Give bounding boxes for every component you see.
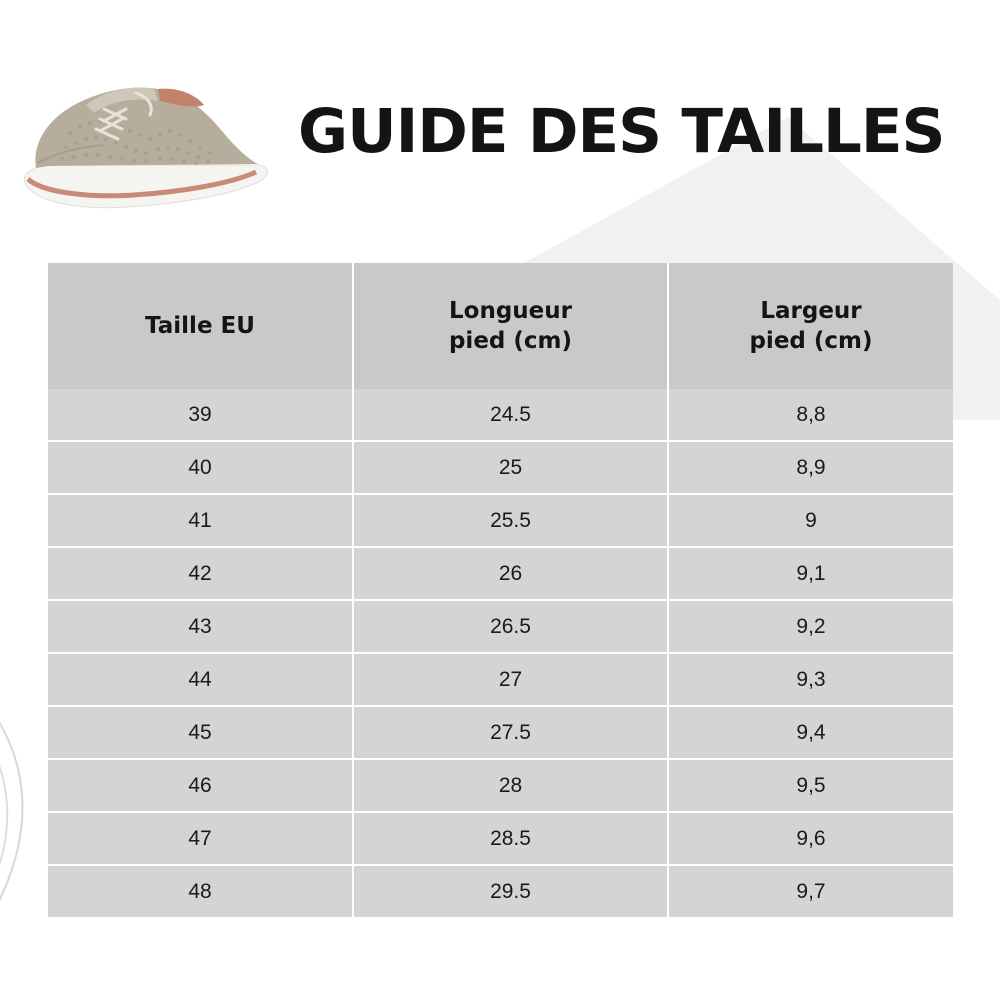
cell-eu-size: 47	[48, 812, 353, 865]
header	[0, 0, 1000, 240]
cell-eu-size: 43	[48, 600, 353, 653]
column-header-foot-width-line1: Largeur	[760, 298, 862, 324]
cell-foot-width: 9,5	[668, 759, 953, 812]
cell-foot-length: 27.5	[353, 706, 668, 759]
table-row	[48, 865, 953, 917]
column-header-foot-width-line2: pied (cm)	[749, 328, 873, 354]
cell-foot-width: 8,8	[668, 389, 953, 441]
cell-foot-width: 9,3	[668, 653, 953, 706]
table-row	[48, 441, 953, 494]
cell-eu-size: 42	[48, 547, 353, 600]
cell-foot-length: 25	[353, 441, 668, 494]
table-row	[48, 547, 953, 600]
cell-eu-size: 40	[48, 441, 353, 494]
column-header-foot-length-line2: pied (cm)	[448, 328, 573, 354]
column-header-eu-size-label: Taille EU	[145, 313, 255, 339]
column-header-foot-length-line1: Longueur	[449, 298, 572, 324]
cell-foot-length: 26.5	[353, 600, 668, 653]
cell-foot-length: 25.5	[353, 494, 668, 547]
cell-foot-length: 28.5	[353, 812, 668, 865]
cell-foot-width: 9,7	[668, 865, 953, 917]
cell-eu-size: 45	[48, 706, 353, 759]
cell-foot-length: 28	[353, 759, 668, 812]
cell-foot-length: 26	[353, 547, 668, 600]
cell-foot-width: 9	[668, 494, 953, 547]
cell-eu-size: 48	[48, 865, 353, 917]
cell-eu-size: 41	[48, 494, 353, 547]
cell-foot-width: 9,6	[668, 812, 953, 865]
cell-foot-length: 24.5	[353, 389, 668, 441]
table-row	[48, 600, 953, 653]
table-row	[48, 759, 953, 812]
sneaker-photo	[8, 35, 278, 220]
size-table	[48, 263, 953, 917]
cell-eu-size: 39	[48, 389, 353, 441]
table-body	[48, 389, 953, 917]
cell-foot-width: 9,2	[668, 600, 953, 653]
page-title: GUIDE DES TAILLES	[298, 96, 945, 167]
table-row	[48, 389, 953, 441]
size-table-container	[48, 263, 953, 917]
column-header-foot-length	[353, 263, 668, 389]
table-row	[48, 494, 953, 547]
cell-foot-width: 8,9	[668, 441, 953, 494]
cell-eu-size: 46	[48, 759, 353, 812]
table-row	[48, 706, 953, 759]
table-header-row	[48, 263, 953, 389]
table-row	[48, 812, 953, 865]
cell-foot-length: 27	[353, 653, 668, 706]
cell-foot-length: 29.5	[353, 865, 668, 917]
column-header-foot-width	[668, 263, 953, 389]
column-header-eu-size	[48, 263, 353, 389]
cell-eu-size: 44	[48, 653, 353, 706]
table-row	[48, 653, 953, 706]
cell-foot-width: 9,1	[668, 547, 953, 600]
cell-foot-width: 9,4	[668, 706, 953, 759]
